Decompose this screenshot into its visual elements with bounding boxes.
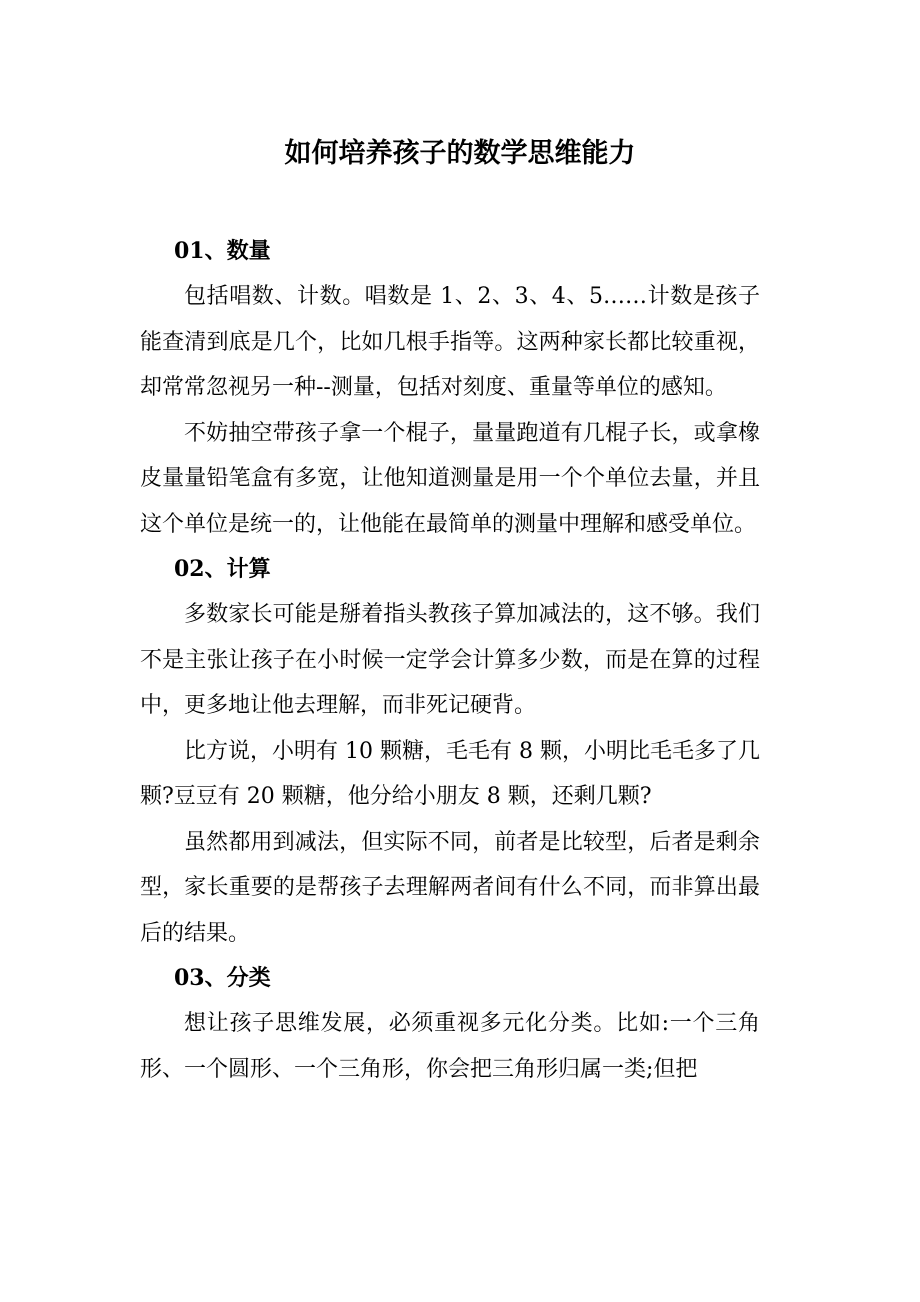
section-heading: 01、数量 (174, 238, 271, 264)
document-title: 如何培养孩子的数学思维能力 (284, 138, 636, 169)
section-heading: 02、计算 (174, 556, 271, 582)
section-classification (140, 956, 760, 1092)
paragraph: 想让孩子思维发展，必须重视多元化分类。比如:一个三角形、一个圆形、一个三角形，你会把三角形归属一类;但把 (140, 1011, 760, 1082)
paragraph: 多数家长可能是掰着指头教孩子算加减法的，这不够。我们不是主张让孩子在小时候一定学会计算多少数，而是在算的过程中，更多地让他去理解，而非死记硬背。 (140, 602, 760, 718)
section-quantity (140, 229, 760, 547)
paragraph: 比方说，小明有 10 颗糖，毛毛有 8 颗，小明比毛毛多了几颗?豆豆有 20 颗糖，他分给小朋友 8 颗，还剩几颗? (140, 738, 760, 809)
section-calculation (140, 547, 760, 956)
document-body (140, 229, 760, 1092)
paragraph: 包括唱数、计数。唱数是 1、2、3、4、5……计数是孩子能查清到底是几个，比如几根手指等。这两种家长都比较重视，却常常忽视另一种--测量，包括对刻度、重量等单位的感知。 (140, 284, 760, 400)
paragraph: 虽然都用到减法，但实际不同，前者是比较型，后者是剩余型，家长重要的是帮孩子去理解两者间有什么不同，而非算出最后的结果。 (140, 829, 760, 946)
section-heading: 03、分类 (174, 965, 271, 991)
paragraph: 不妨抽空带孩子拿一个棍子，量量跑道有几棍子长，或拿橡皮量量铅笔盒有多宽，让他知道测量是用一个个单位去量，并且这个单位是统一的，让他能在最简单的测量中理解和感受单位。 (140, 420, 760, 537)
